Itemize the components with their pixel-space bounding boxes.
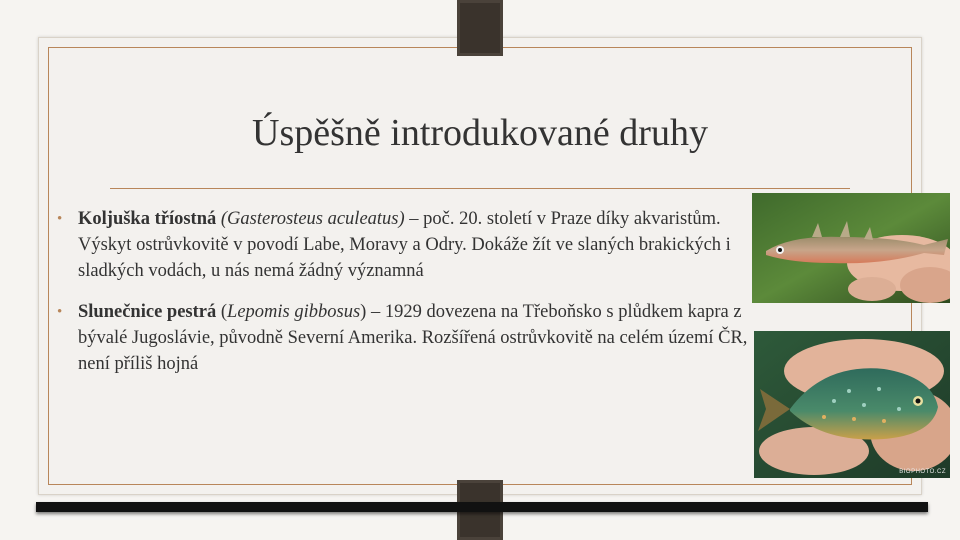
sunfish-photo: [754, 331, 950, 478]
bottom-bar-decoration: [36, 502, 928, 512]
bullet-icon: •: [57, 211, 63, 227]
species-description: – 1929 dovezena na Třeboňsko s plůdkem kapra z bývalé Jugoslávie, původně Severní Amerika. Rozšířená ostrůvkovitě na celém území ČR, není příliš hojná: [78, 302, 748, 374]
species-latin-name: Lepomis gibbosus: [227, 302, 361, 322]
species-name: Koljuška tříostná: [78, 209, 217, 229]
slide-title: Úspěšně introdukované druhy: [252, 112, 708, 154]
species-name: Slunečnice pestrá: [78, 302, 217, 322]
latin-close-paren: ): [360, 302, 367, 322]
title-divider: [110, 188, 850, 189]
species-description: – poč. 20. století v Praze díky akvaristům. Výskyt ostrůvkovitě v povodí Labe, Moravy a Odry. Dokáže žít ve slaných brakických i sladkých vodách, u nás nemá žádný významná: [78, 209, 731, 281]
bullet-item-sunfish: [56, 299, 756, 377]
photo-watermark: BIOPHOTO.CZ: [899, 469, 946, 475]
bullet-list: [56, 206, 756, 377]
bullet-item-stickleback: [56, 206, 756, 284]
latin-open-paren: (: [216, 302, 228, 322]
bullet-icon: •: [57, 304, 63, 320]
stickleback-photo: [752, 193, 950, 303]
species-latin-name: (Gasterosteus aculeatus): [220, 209, 405, 229]
top-tab-decoration: [457, 0, 503, 56]
